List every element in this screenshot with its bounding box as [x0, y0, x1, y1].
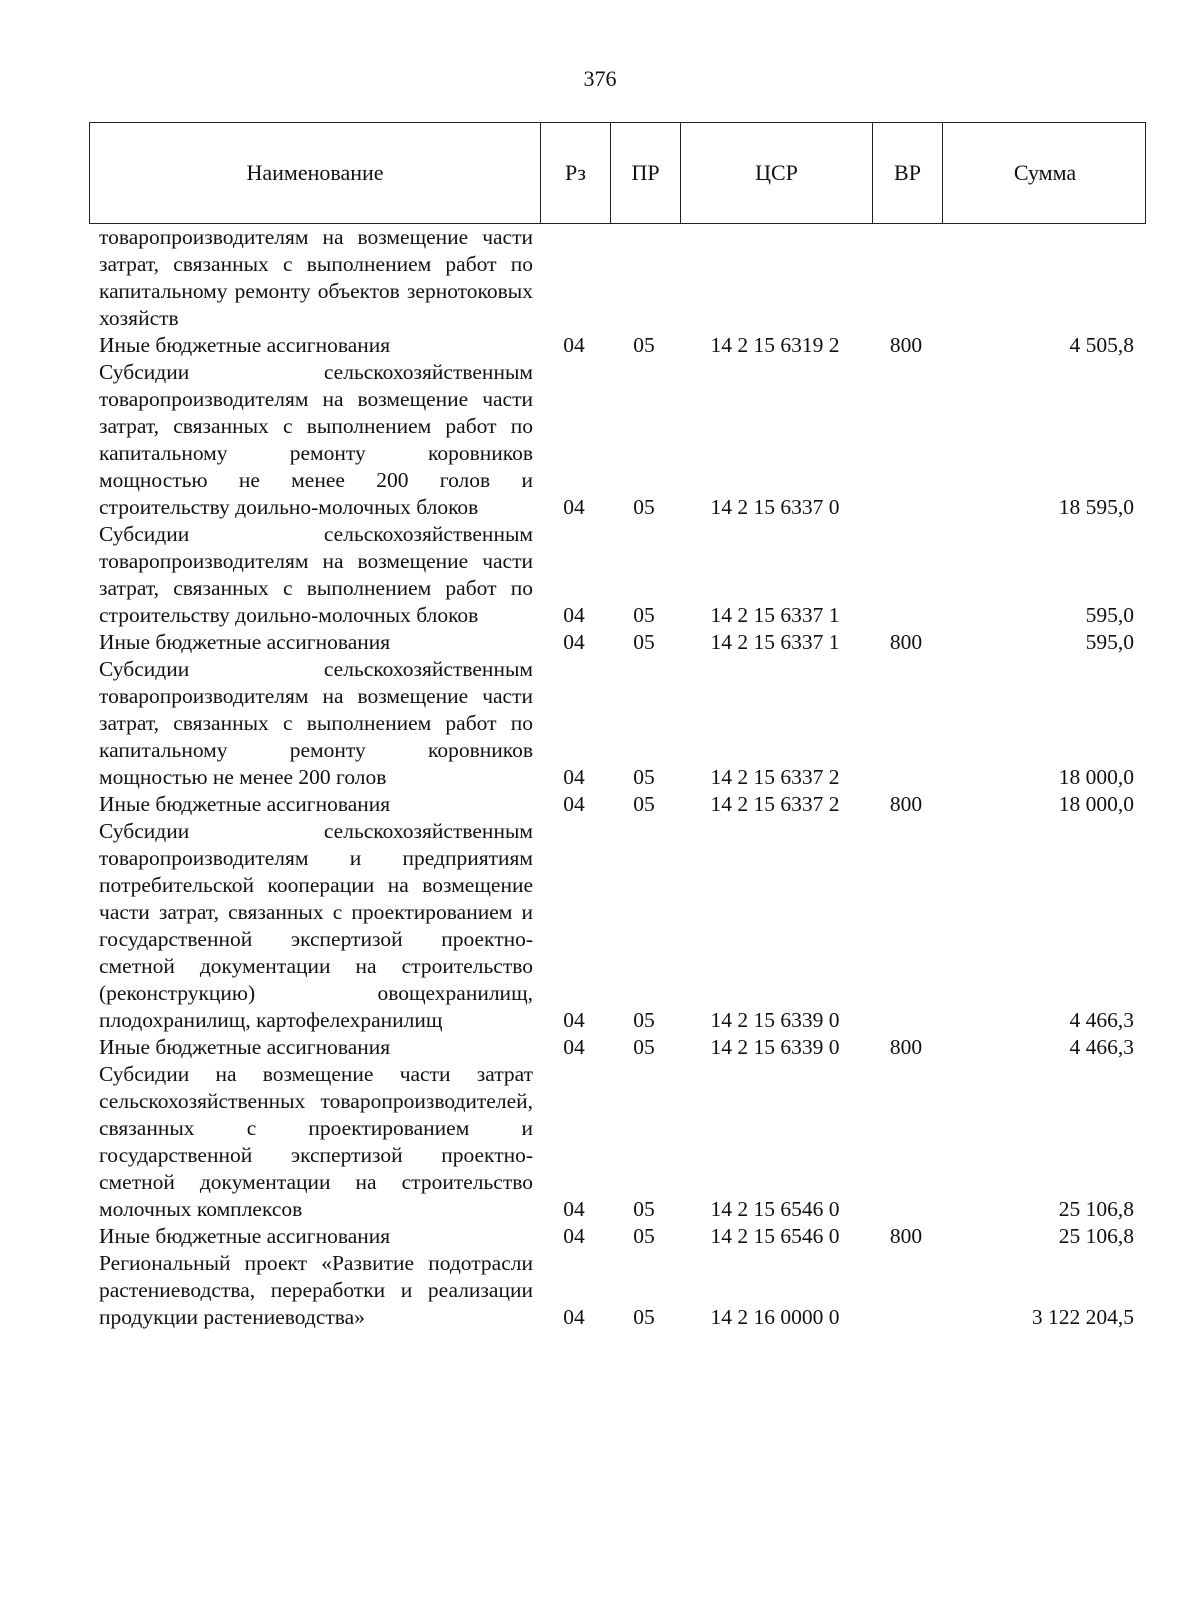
row-rz: 04	[563, 1035, 585, 1059]
row-name: Иные бюджетные ассигнования	[99, 333, 391, 357]
row-name: Субсидии сельскохозяйственным товаропроизводителям и предприятиям потребительской кооперации на возмещение части затрат, связанных с проектированием и государственной экспертизой проектно-сметной документации на строительство (реконструкцию) овощехранилищ, плодохранилищ, картофелехранилищ	[99, 819, 533, 1032]
row-rz: 04	[563, 333, 585, 357]
row-vr: 800	[889, 1224, 923, 1248]
row-rz: 04	[563, 630, 585, 654]
row-sum: 18 000,0	[1058, 765, 1134, 789]
row-rz: 04	[563, 1305, 585, 1329]
row-rz	[539, 224, 609, 332]
header-name: Наименование	[246, 160, 384, 185]
row-name: Субсидии на возмещение части затрат сельскохозяйственных товаропроизводителей, связанных с проектированием и государственной экспертизой проектно-сметной документации на строительство молочных комплексов	[99, 1062, 533, 1221]
row-csr	[679, 224, 871, 332]
row-csr: 14 2 15 6337 1	[710, 603, 840, 627]
row-pr: 05	[633, 765, 655, 789]
row-sum: 4 466,3	[1069, 1008, 1134, 1032]
row-rz: 04	[563, 792, 585, 816]
header-vr: ВР	[872, 123, 942, 223]
row-name: Иные бюджетные ассигнования	[99, 1035, 391, 1059]
row-pr: 05	[633, 1008, 655, 1032]
row-csr: 14 2 15 6319 2	[710, 333, 840, 357]
row-name: товаропроизводителям на возмещение части затрат, связанных с выполнением работ по капитальному ремонту объектов зернотоковых хозяйств	[99, 225, 533, 330]
row-sum: 25 106,8	[1058, 1224, 1134, 1248]
row-vr	[871, 1250, 941, 1331]
row-csr: 14 2 15 6339 0	[710, 1008, 840, 1032]
row-csr: 14 2 15 6339 0	[710, 1035, 840, 1059]
header-rz: Рз	[540, 123, 610, 223]
row-pr: 05	[633, 1305, 655, 1329]
row-pr: 05	[633, 630, 655, 654]
row-vr	[871, 1061, 941, 1223]
row-name: Иные бюджетные ассигнования	[99, 630, 391, 654]
row-sum: 18 000,0	[1058, 792, 1134, 816]
row-pr: 05	[633, 495, 655, 519]
row-rz: 04	[563, 495, 585, 519]
row-name: Субсидии сельскохозяйственным товаропроизводителям на возмещение части затрат, связанных с выполнением работ по капитальному ремонту коровников мощностью не менее 200 голов и строительству доильно-молочных блоков	[99, 360, 533, 519]
row-csr: 14 2 15 6337 1	[710, 630, 840, 654]
row-vr	[871, 656, 941, 791]
row-name: Иные бюджетные ассигнования	[99, 1224, 391, 1248]
row-csr: 14 2 16 0000 0	[710, 1305, 840, 1329]
row-pr: 05	[633, 1035, 655, 1059]
budget-table	[89, 122, 1146, 1331]
row-sum: 3 122 204,5	[1031, 1305, 1134, 1329]
row-vr: 800	[889, 333, 923, 357]
row-sum: 4 505,8	[1069, 333, 1134, 357]
page-number: 376	[583, 66, 617, 91]
row-pr	[609, 224, 679, 332]
row-rz: 04	[563, 603, 585, 627]
row-pr: 05	[633, 1224, 655, 1248]
row-name: Субсидии сельскохозяйственным товаропроизводителям на возмещение части затрат, связанных с выполнением работ по строительству доильно-молочных блоков	[99, 522, 533, 627]
row-sum	[941, 224, 1146, 332]
table-body	[89, 224, 1146, 1331]
row-sum: 595,0	[1085, 630, 1134, 654]
row-pr: 05	[633, 1197, 655, 1221]
row-sum: 595,0	[1085, 603, 1134, 627]
row-name: Региональный проект «Развитие подотрасли растениеводства, переработки и реализации продукции растениеводства»	[99, 1251, 533, 1329]
row-csr: 14 2 15 6546 0	[710, 1197, 840, 1221]
row-vr	[871, 818, 941, 1034]
row-csr: 14 2 15 6546 0	[710, 1224, 840, 1248]
row-sum: 25 106,8	[1058, 1197, 1134, 1221]
row-vr: 800	[889, 792, 923, 816]
row-vr	[871, 521, 941, 629]
row-rz: 04	[563, 1008, 585, 1032]
table-header	[89, 122, 1146, 224]
row-pr: 05	[633, 792, 655, 816]
row-vr	[871, 224, 941, 332]
row-rz: 04	[563, 1224, 585, 1248]
row-sum: 18 595,0	[1058, 495, 1134, 519]
header-sum: Сумма	[942, 123, 1147, 223]
row-name: Иные бюджетные ассигнования	[99, 792, 391, 816]
row-vr	[871, 359, 941, 521]
row-name: Субсидии сельскохозяйственным товаропроизводителям на возмещение части затрат, связанных с выполнением работ по капитальному ремонту коровников мощностью не менее 200 голов	[99, 657, 533, 789]
row-csr: 14 2 15 6337 2	[710, 792, 840, 816]
row-csr: 14 2 15 6337 2	[710, 765, 840, 789]
row-vr: 800	[889, 1035, 923, 1059]
row-vr: 800	[889, 630, 923, 654]
header-csr: ЦСР	[680, 123, 872, 223]
header-pr: ПР	[610, 123, 680, 223]
row-csr: 14 2 15 6337 0	[710, 495, 840, 519]
row-pr: 05	[633, 603, 655, 627]
row-pr: 05	[633, 333, 655, 357]
row-rz: 04	[563, 765, 585, 789]
row-sum: 4 466,3	[1069, 1035, 1134, 1059]
row-rz: 04	[563, 1197, 585, 1221]
